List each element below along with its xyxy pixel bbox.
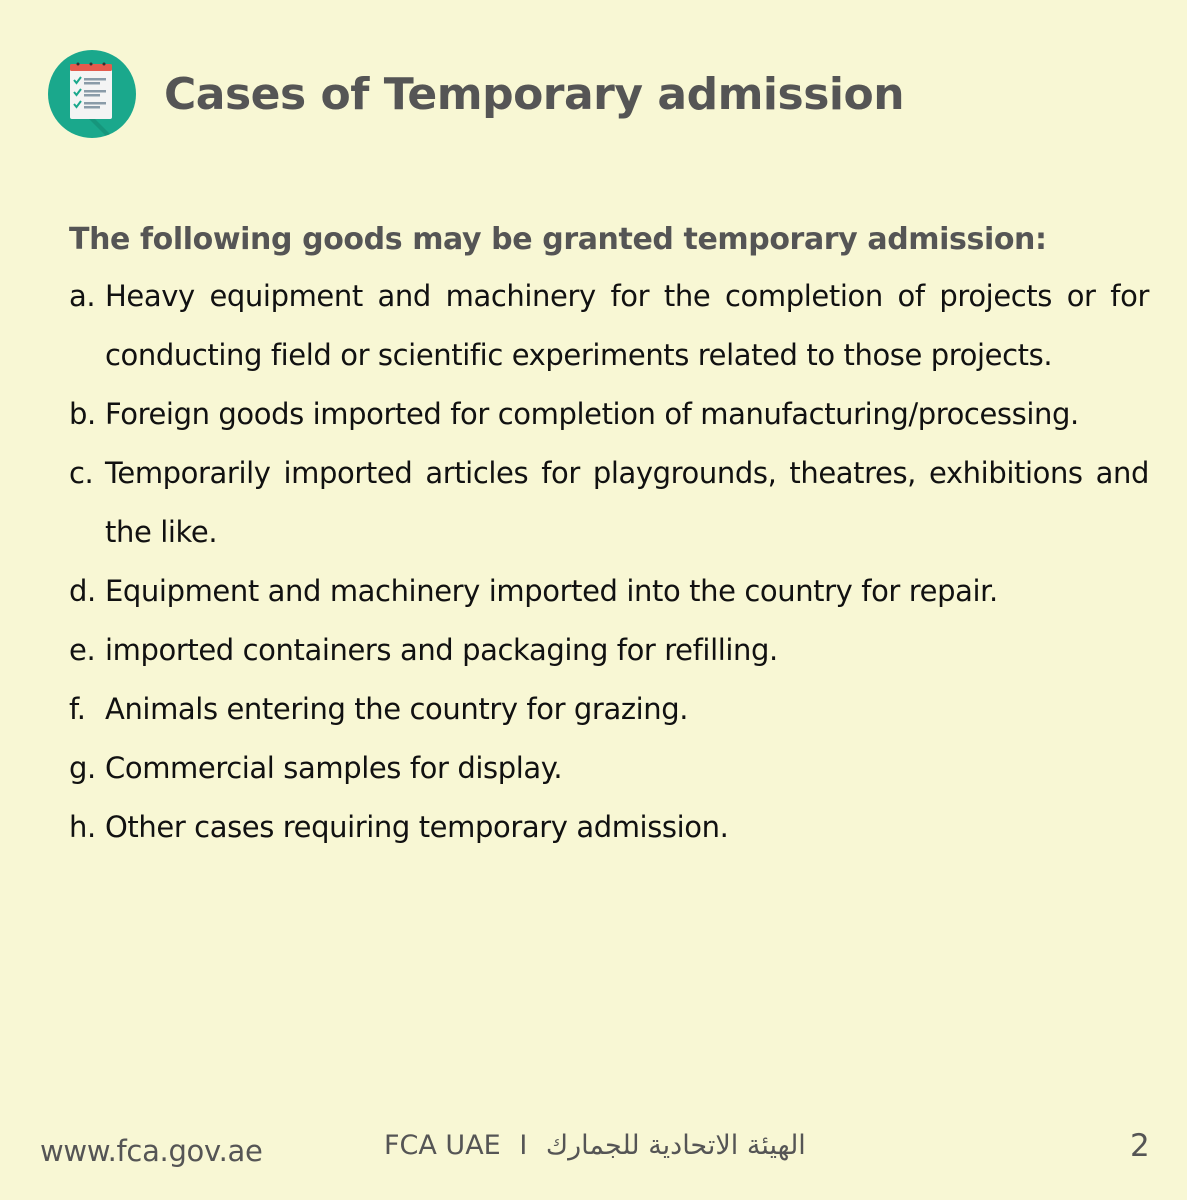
list-item-text: imported containers and packaging for refilling.: [105, 633, 778, 667]
list-item: [69, 444, 1149, 562]
footer-brand: [384, 1130, 806, 1161]
list-marker: e.: [69, 633, 96, 667]
page-number: 2: [1130, 1128, 1150, 1164]
list-item-text: Equipment and machinery imported into the country for repair.: [105, 574, 998, 608]
list-item-text: Heavy equipment and machinery for the completion of projects or for conducting field or scientific experiments related to those projects.: [105, 279, 1149, 372]
list-marker: f.: [69, 692, 86, 726]
list-marker: h.: [69, 810, 96, 844]
page-title: Cases of Temporary admission: [164, 68, 905, 120]
list-item-text: Commercial samples for display.: [105, 751, 563, 785]
list-item: [69, 680, 1149, 739]
list-item-text: Animals entering the country for grazing.: [105, 692, 689, 726]
list-marker: g.: [69, 751, 96, 785]
list-item: [69, 621, 1149, 680]
header: [48, 50, 904, 138]
checklist-icon: [48, 50, 136, 138]
brand-arabic: الهيئة الاتحادية للجمارك: [545, 1130, 806, 1161]
brand-separator: I: [519, 1130, 528, 1161]
list-item: [69, 739, 1149, 798]
list-item-text: Foreign goods imported for completion of manufacturing/processing.: [105, 397, 1079, 431]
list-item: [69, 562, 1149, 621]
list-marker: d.: [69, 574, 96, 608]
list-item: [69, 385, 1149, 444]
website-url: www.fca.gov.ae: [40, 1134, 263, 1168]
list-marker: a.: [69, 279, 96, 313]
goods-list: [69, 267, 1149, 857]
brand-english: FCA UAE: [384, 1130, 501, 1161]
list-item: [69, 267, 1149, 385]
list-item: [69, 798, 1149, 857]
intro-heading: The following goods may be granted temporary admission:: [69, 222, 1047, 257]
list-marker: b.: [69, 397, 96, 431]
main-content: [69, 222, 1149, 857]
list-item-text: Temporarily imported articles for playgrounds, theatres, exhibitions and the like.: [105, 456, 1149, 549]
list-marker: c.: [69, 456, 94, 490]
list-item-text: Other cases requiring temporary admission.: [105, 810, 729, 844]
